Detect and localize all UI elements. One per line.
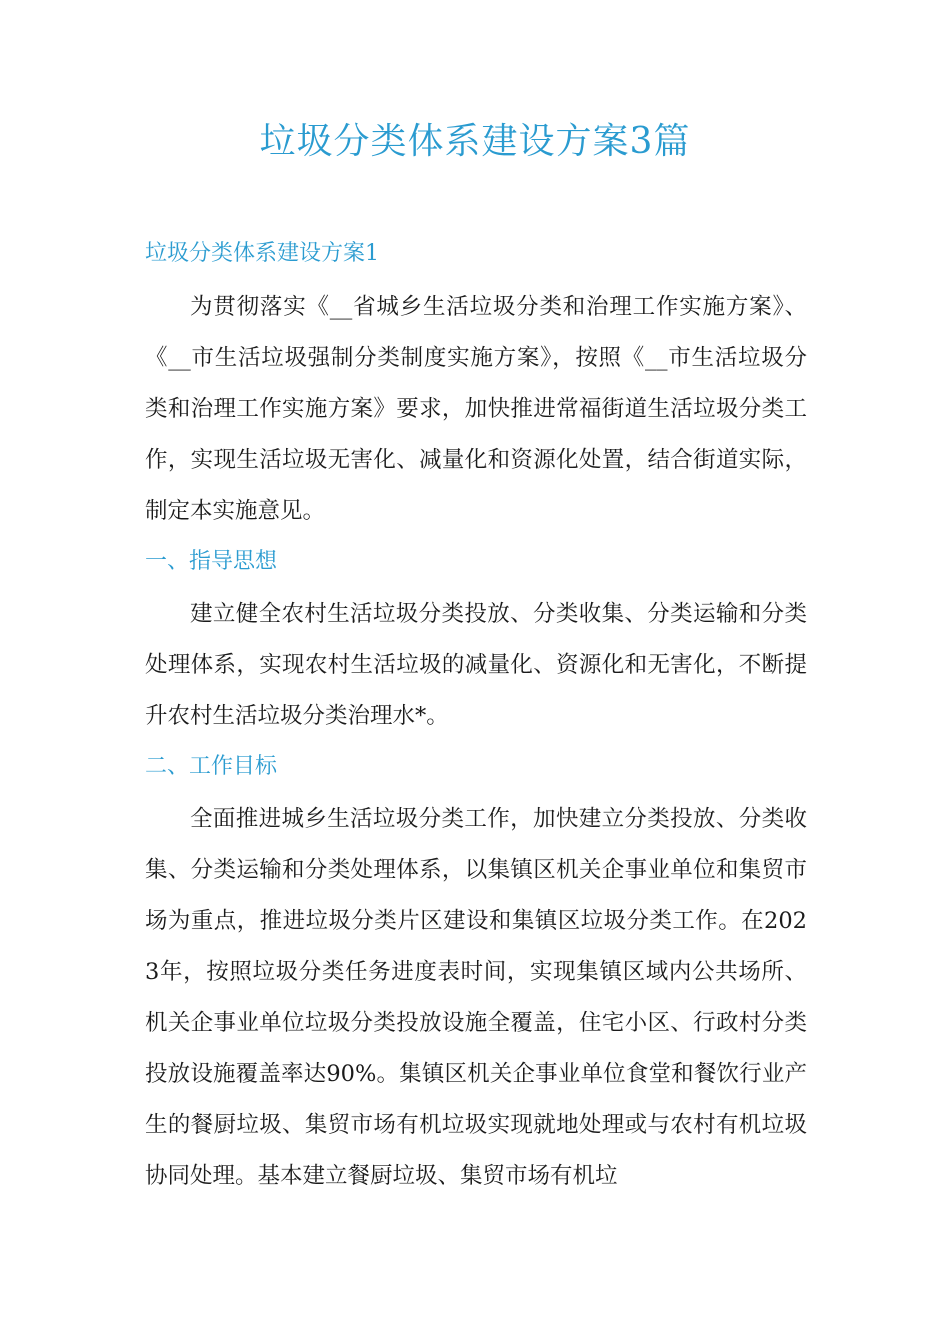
document-title: 垃圾分类体系建设方案3篇	[259, 121, 691, 162]
section-body-work-goals: 全面推进城乡生活垃圾分类工作，加快建立分类投放、分类收集、分类运输和分类处理体系，以集镇区机关企事业单位和集贸市场为重点，推进垃圾分类片区建设和集镇区垃圾分类工作。在2023年，按照垃圾分类任务进度表时间，实现集镇区域内公共场所、机关企事业单位垃圾分类投放设施全覆盖，住宅小区、行政村分类投放设施覆盖率达90%。集镇区机关企事业单位食堂和餐饮行业产生的餐厨垃圾、集贸市场有机垃圾实现就地处理或与农村有机垃圾协同处理。基本建立餐厨垃圾、集贸市场有机垃	[145, 806, 807, 1189]
section-heading-work-goals: 二、工作目标	[145, 754, 278, 779]
intro-paragraph: 为贯彻落实《__省城乡生活垃圾分类和治理工作实施方案》、《__市生活垃圾强制分类制度实施方案》，按照《__市生活垃圾分类和治理工作实施方案》要求，加快推进常福街道生活垃圾分类工作，实现生活垃圾无害化、减量化和资源化处置，结合街道实际，制定本实施意见。	[145, 294, 807, 524]
section-heading-guiding-thought: 一、指导思想	[145, 549, 278, 574]
document-body	[145, 232, 807, 1202]
document-subtitle: 垃圾分类体系建设方案1	[145, 241, 379, 266]
section-body-guiding-thought: 建立健全农村生活垃圾分类投放、分类收集、分类运输和分类处理体系，实现农村生活垃圾的减量化、资源化和无害化，不断提升农村生活垃圾分类治理水*。	[145, 601, 807, 729]
